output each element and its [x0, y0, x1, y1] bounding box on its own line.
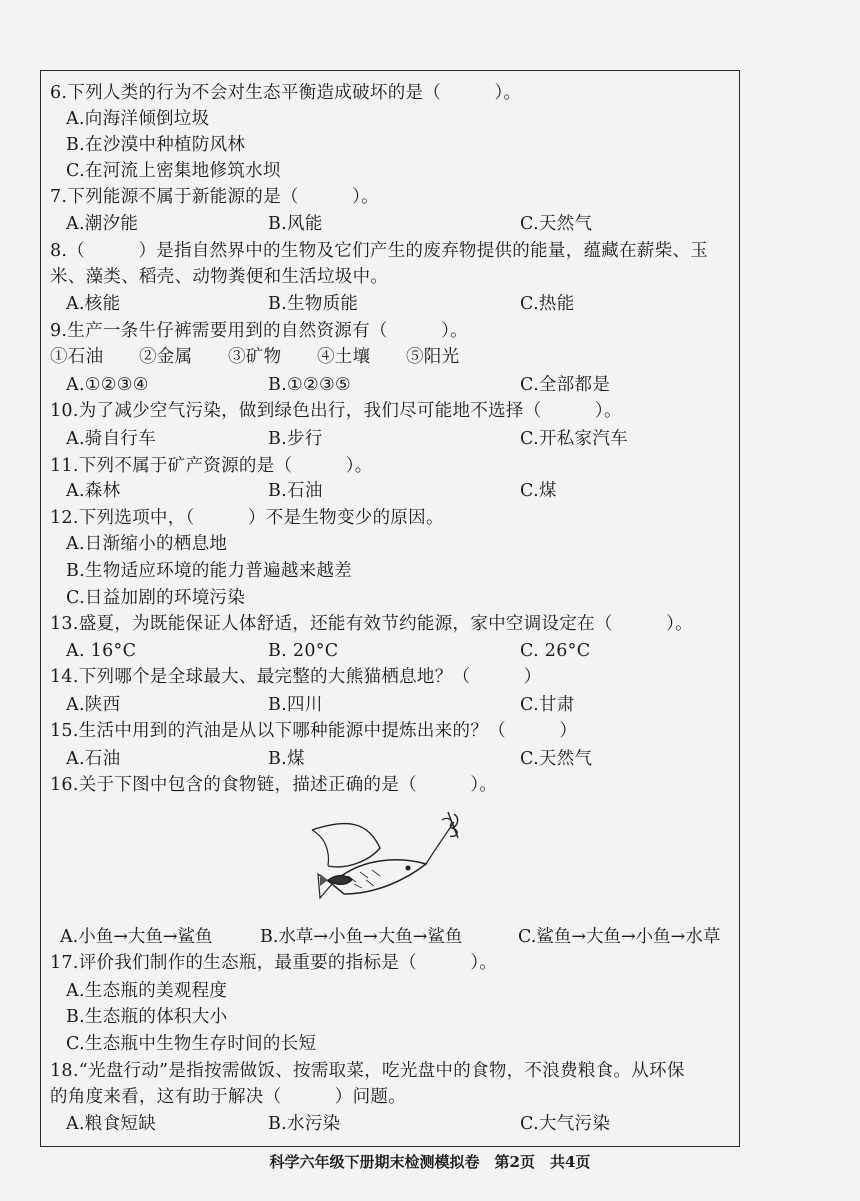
- question-16-option-a: A.小鱼→大鱼→鲨鱼: [60, 927, 213, 947]
- question-10-options: [66, 428, 766, 450]
- question-15-options: [66, 748, 766, 770]
- question-6-option-b: B.在沙漠中种植防风林: [66, 135, 246, 155]
- question-14-options: [66, 694, 766, 716]
- question-8-option-c: C.热能: [520, 294, 575, 314]
- food-chain-illustration: [308, 808, 508, 912]
- question-17-option-a: A.生态瓶的美观程度: [66, 981, 228, 1001]
- question-6-option-c: C.在河流上密集地修筑水坝: [66, 161, 281, 181]
- question-7-option-a: A.潮汐能: [66, 214, 139, 234]
- question-13-options: [66, 640, 766, 662]
- question-10-option-a: A.骑自行车: [66, 429, 157, 449]
- question-13-option-c: C. 26°C: [520, 641, 591, 661]
- question-8-stem-line1: 8.（ ）是指自然界中的生物及它们产生的废弃物提供的能量，蕴藏在薪柴、玉: [50, 241, 709, 261]
- question-10-option-b: B.步行: [268, 429, 323, 449]
- question-8-option-a: A.核能: [66, 294, 121, 314]
- question-14-option-a: A.陕西: [66, 695, 121, 715]
- question-11-option-c: C.煤: [520, 481, 557, 501]
- question-12-option-c: C.日益加剧的环境污染: [66, 588, 246, 608]
- question-7-options: [66, 213, 766, 235]
- question-14-option-b: B.四川: [268, 695, 323, 715]
- question-8-options: [66, 293, 766, 315]
- question-18-stem-line2: 的角度来看，这有助于解决（ ）问题。: [50, 1087, 406, 1107]
- question-14-stem: 14.下列哪个是全球最大、最完整的大熊猫栖息地？（ ）: [50, 667, 542, 687]
- question-15-option-c: C.天然气: [520, 749, 593, 769]
- question-16-stem: 16.关于下图中包含的食物链，描述正确的是（ ）。: [50, 775, 498, 795]
- fish-drawing: [308, 808, 508, 908]
- question-18-options: [66, 1113, 766, 1135]
- question-15-option-a: A.石油: [66, 749, 121, 769]
- question-15-stem: 15.生活中用到的汽油是从以下哪种能源中提炼出来的？（ ）: [50, 721, 578, 741]
- question-11-stem: 11.下列不属于矿产资源的是（ ）。: [50, 456, 373, 476]
- question-17-option-c: C.生态瓶中生物生存时间的长短: [66, 1034, 317, 1054]
- question-9-option-b: B.①②③⑤: [268, 375, 351, 395]
- question-18-option-b: B.水污染: [268, 1114, 341, 1134]
- question-13-option-b: B. 20°C: [268, 641, 339, 661]
- question-9-stem: 9.生产一条牛仔裤需要用到的自然资源有（ ）。: [50, 321, 468, 341]
- question-6-stem: 6.下列人类的行为不会对生态平衡造成破坏的是（ ）。: [50, 83, 522, 103]
- question-11-options: [66, 480, 766, 502]
- question-9-option-a: A.①②③④: [66, 375, 149, 395]
- question-16-option-c: C.鲨鱼→大鱼→小鱼→水草: [518, 927, 721, 947]
- question-9-items: ①石油 ②金属 ③矿物 ④土壤 ⑤阳光: [50, 347, 460, 367]
- question-13-stem: 13.盛夏，为既能保证人体舒适，还能有效节约能源，家中空调设定在（ ）。: [50, 614, 693, 634]
- question-11-option-b: B.石油: [268, 481, 323, 501]
- question-7-option-b: B.风能: [268, 214, 323, 234]
- question-18-option-c: C.大气污染: [520, 1114, 611, 1134]
- question-8-stem-line2: 米、藻类、稻壳、动物粪便和生活垃圾中。: [50, 267, 389, 287]
- question-11-option-a: A.森林: [66, 481, 121, 501]
- question-17-option-b: B.生态瓶的体积大小: [66, 1007, 228, 1027]
- question-12-stem: 12.下列选项中，（ ）不是生物变少的原因。: [50, 508, 444, 528]
- question-7-option-c: C.天然气: [520, 214, 593, 234]
- question-10-stem: 10.为了减少空气污染，做到绿色出行，我们尽可能地不选择（ ）。: [50, 401, 622, 421]
- question-9-options: [66, 374, 766, 396]
- question-6-option-a: A.向海洋倾倒垃圾: [66, 109, 210, 129]
- question-15-option-b: B.煤: [268, 749, 305, 769]
- page-footer: 科学六年级下册期末检测模拟卷 第2页 共4页: [269, 1153, 591, 1171]
- question-16-option-b: B.水草→小鱼→大鱼→鲨鱼: [260, 927, 463, 947]
- question-18-stem-line1: 18.“光盘行动”是指按需做饭、按需取菜，吃光盘中的食物，不浪费粮食。从环保: [50, 1061, 685, 1081]
- question-12-option-b: B.生物适应环境的能力普遍越来越差: [66, 561, 353, 581]
- question-17-stem: 17.评价我们制作的生态瓶，最重要的指标是（ ）。: [50, 953, 498, 973]
- question-10-option-c: C.开私家汽车: [520, 429, 628, 449]
- question-18-option-a: A.粮食短缺: [66, 1114, 157, 1134]
- question-12-option-a: A.日渐缩小的栖息地: [66, 534, 228, 554]
- question-8-option-b: B.生物质能: [268, 294, 359, 314]
- question-9-option-c: C.全部都是: [520, 375, 611, 395]
- question-7-stem: 7.下列能源不属于新能源的是（ ）。: [50, 187, 379, 207]
- question-13-option-a: A. 16°C: [66, 641, 137, 661]
- question-14-option-c: C.甘肃: [520, 695, 575, 715]
